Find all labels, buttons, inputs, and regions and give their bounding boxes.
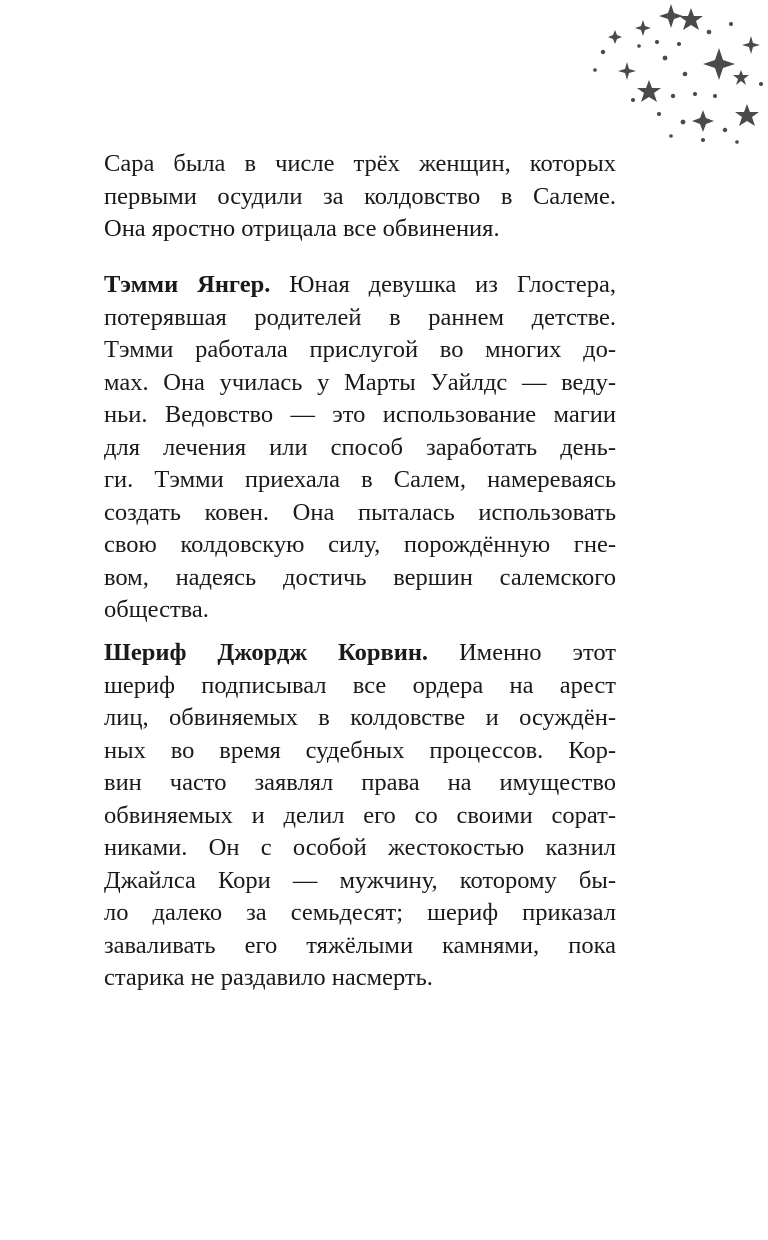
text-line bbox=[104, 269, 616, 302]
text-line: первыми осудили за колдовство в Салеме. bbox=[104, 182, 616, 210]
text-line: ло далеко за семьдесят; шериф приказал bbox=[104, 899, 616, 926]
entry-name: Тэмми Янгер. bbox=[104, 271, 271, 298]
paragraph-tammy-younger bbox=[104, 269, 616, 627]
entry-name: Шериф Джордж Корвин. bbox=[104, 639, 429, 666]
text-line: заваливать его тяжёлыми камнями, пока bbox=[104, 931, 616, 959]
text-line: Тэмми работала прислугой во многих до- bbox=[104, 336, 616, 363]
entry-text: Именно этот bbox=[428, 639, 616, 666]
paragraph-sheriff-corwin bbox=[104, 637, 616, 995]
text-line: потерявшая родителей в раннем детстве. bbox=[104, 303, 616, 331]
text-line bbox=[104, 637, 616, 670]
text-line: старика не раздавило насмерть. bbox=[104, 964, 433, 991]
text-line: свою колдовскую силу, порождённую гне- bbox=[104, 531, 616, 558]
text-line: для лечения или способ заработать день- bbox=[104, 433, 616, 461]
text-line: вин часто заявлял права на имущество bbox=[104, 769, 616, 796]
text-line: мах. Она училась у Марты Уайлдс — веду- bbox=[104, 368, 616, 396]
paragraph-sara bbox=[104, 148, 616, 246]
text-line: никами. Он с особой жестокостью казнил bbox=[104, 834, 616, 861]
text-line: обвиняемых и делил его со своими сорат- bbox=[104, 801, 616, 829]
text-line: шериф подписывал все ордера на арест bbox=[104, 671, 616, 699]
text-line: вом, надеясь достичь вершин салемского bbox=[104, 563, 616, 591]
text-line: Сара была в числе трёх женщин, которых bbox=[104, 150, 616, 177]
text-line: ги. Тэмми приехала в Салем, намереваясь bbox=[104, 466, 616, 493]
text-line: общества. bbox=[104, 596, 209, 623]
star-cluster-icon bbox=[575, 0, 768, 150]
text-line: лиц, обвиняемых в колдовстве и осуждён- bbox=[104, 704, 616, 731]
text-line: ньи. Ведовство — это использование магии bbox=[104, 401, 616, 428]
entry-text: Юная девушка из Глостера, bbox=[270, 271, 616, 298]
text-line: создать ковен. Она пыталась использовать bbox=[104, 498, 616, 526]
text-line: Она яростно отрицала все обвинения. bbox=[104, 215, 500, 242]
text-line: ных во время судебных процессов. Кор- bbox=[104, 736, 616, 764]
text-line: Джайлса Кори — мужчину, которому бы- bbox=[104, 866, 616, 894]
